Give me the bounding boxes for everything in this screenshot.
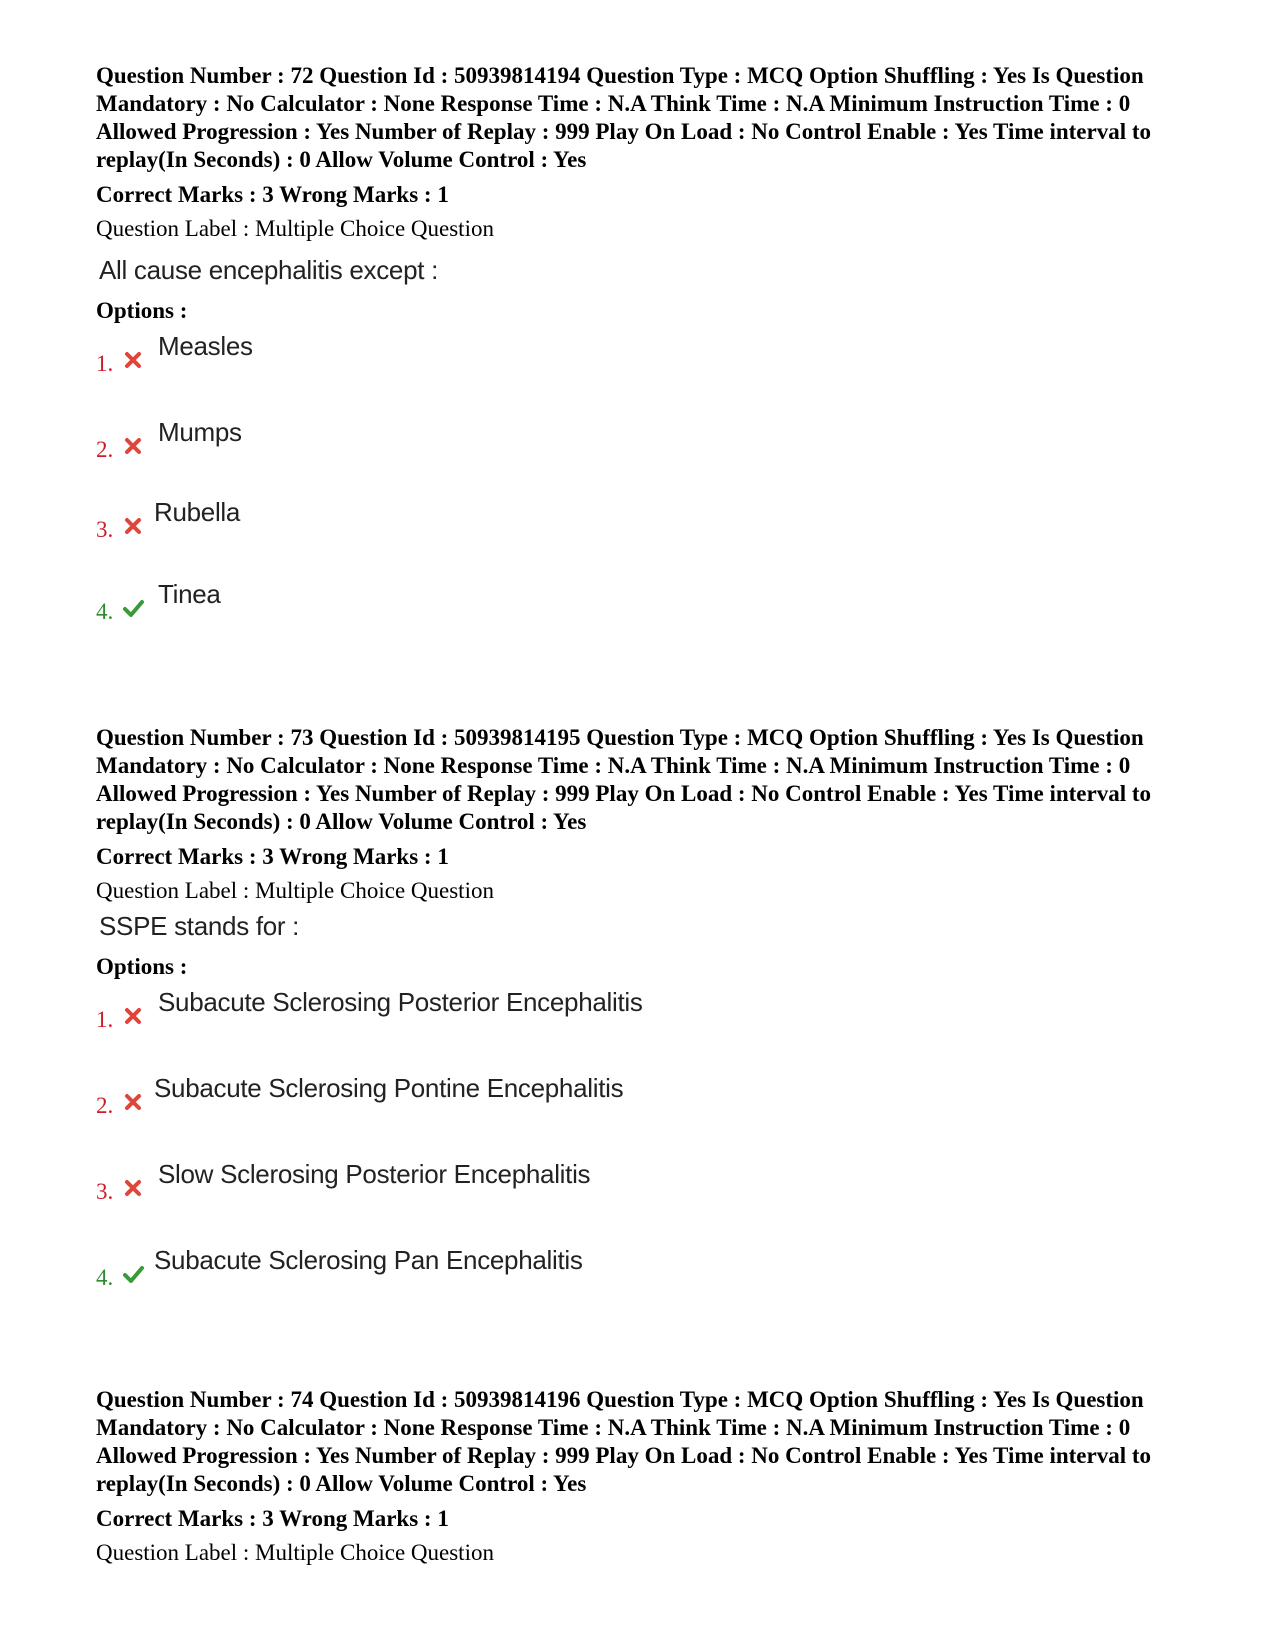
option-text: Subacute Sclerosing Pontine Encephalitis (154, 1073, 624, 1103)
cross-icon (122, 349, 144, 371)
option-text: Tinea (158, 579, 221, 609)
options-heading: Options : (96, 298, 188, 323)
question-label: Question Label : Multiple Choice Question (96, 878, 494, 903)
cross-icon (122, 1091, 144, 1113)
question-meta: Question Number : 73 Question Id : 50939814195 Question Type : MCQ Option Shuffling : Yes Is Question Mandatory : No Calculator : None Response Time : N.A Think Time : N.A Minimum Instruction Time : 0 Allowed Progression : Yes Number of Replay : 999 Play On Load : No Control Enable : Yes Time interval to replay(In Seconds) : 0 Allow Volume Control : Yes (96, 725, 1152, 834)
question-block-74 (96, 1386, 1196, 1567)
option-number: 1. (96, 1007, 114, 1032)
option-item (96, 1065, 1196, 1151)
option-item (96, 409, 1196, 489)
option-item (96, 323, 1196, 409)
question-text: All cause encephalitis except : (99, 255, 439, 285)
question-meta: Question Number : 72 Question Id : 50939814194 Question Type : MCQ Option Shuffling : Yes Is Question Mandatory : No Calculator : None Response Time : N.A Think Time : N.A Minimum Instruction Time : 0 Allowed Progression : Yes Number of Replay : 999 Play On Load : No Control Enable : Yes Time interval to replay(In Seconds) : 0 Allow Volume Control : Yes (96, 63, 1152, 172)
question-block-72 (96, 62, 1196, 657)
question-block-73 (96, 724, 1196, 1323)
option-item (96, 1237, 1196, 1323)
option-number: 3. (96, 1179, 114, 1204)
option-text: Mumps (158, 417, 242, 447)
option-number: 2. (96, 1093, 114, 1118)
question-text: SSPE stands for : (99, 911, 300, 941)
cross-icon (122, 435, 144, 457)
question-label: Question Label : Multiple Choice Question (96, 1540, 494, 1565)
options-heading: Options : (96, 954, 188, 979)
option-text: Subacute Sclerosing Pan Encephalitis (154, 1245, 583, 1275)
cross-icon (122, 1177, 144, 1199)
option-number: 3. (96, 517, 114, 542)
option-number: 2. (96, 437, 114, 462)
check-icon (122, 597, 144, 619)
cross-icon (122, 1005, 144, 1027)
question-meta: Question Number : 74 Question Id : 50939814196 Question Type : MCQ Option Shuffling : Yes Is Question Mandatory : No Calculator : None Response Time : N.A Think Time : N.A Minimum Instruction Time : 0 Allowed Progression : Yes Number of Replay : 999 Play On Load : No Control Enable : Yes Time interval to replay(In Seconds) : 0 Allow Volume Control : Yes (96, 1387, 1152, 1496)
cross-icon (122, 515, 144, 537)
option-number: 1. (96, 351, 114, 376)
options-list (96, 979, 1196, 1323)
option-item (96, 571, 1196, 657)
option-text: Measles (158, 331, 253, 361)
option-text: Slow Sclerosing Posterior Encephalitis (158, 1159, 591, 1189)
option-number: 4. (96, 1265, 114, 1290)
option-item (96, 1151, 1196, 1237)
option-item (96, 979, 1196, 1065)
options-list (96, 323, 1196, 657)
option-text: Rubella (154, 497, 241, 527)
option-number: 4. (96, 599, 114, 624)
question-marks: Correct Marks : 3 Wrong Marks : 1 (96, 182, 449, 207)
question-marks: Correct Marks : 3 Wrong Marks : 1 (96, 1506, 449, 1531)
option-item (96, 489, 1196, 571)
question-label: Question Label : Multiple Choice Question (96, 216, 494, 241)
check-icon (122, 1263, 144, 1285)
option-text: Subacute Sclerosing Posterior Encephalitis (158, 987, 643, 1017)
question-marks: Correct Marks : 3 Wrong Marks : 1 (96, 844, 449, 869)
